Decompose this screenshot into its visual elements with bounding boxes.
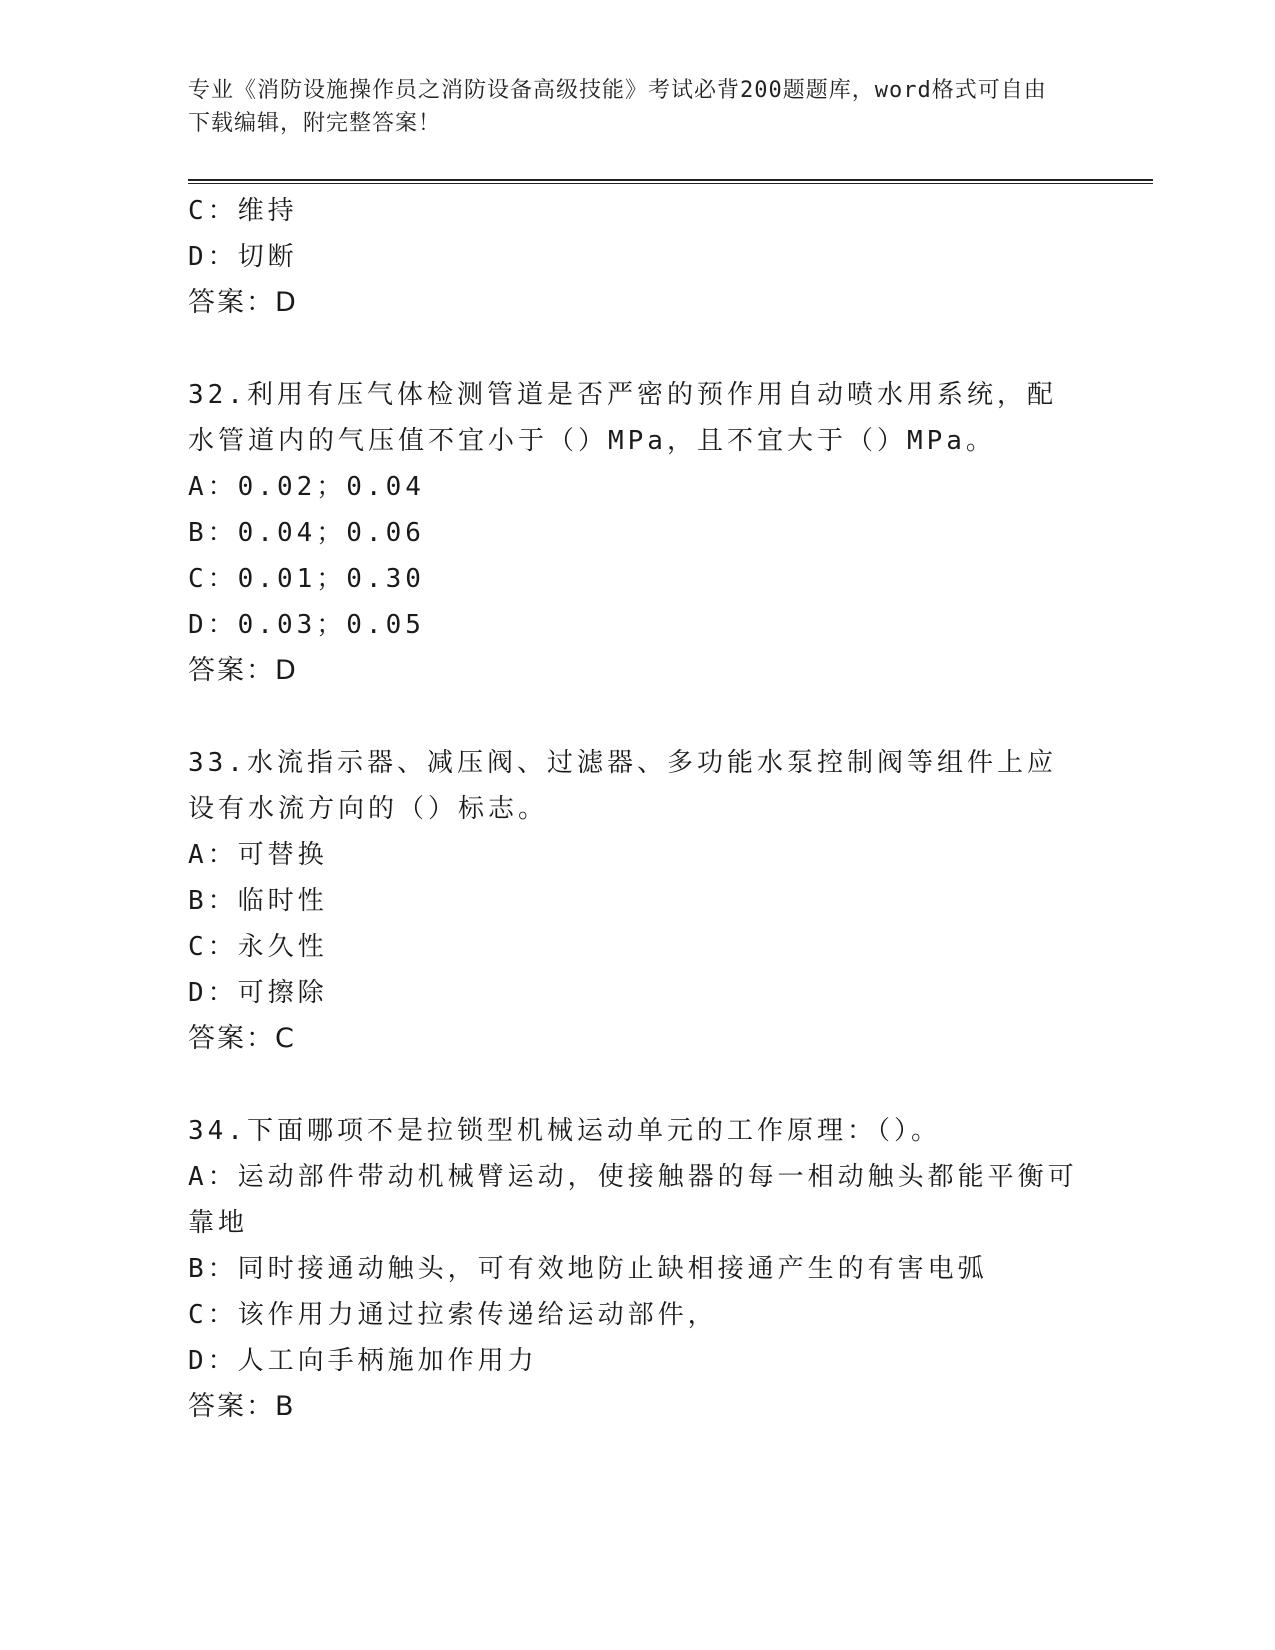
option-a: A：可替换 xyxy=(188,840,328,870)
option-b: B：同时接通动触头，可有效地防止缺相接通产生的有害电弧 xyxy=(188,1254,988,1284)
spacer xyxy=(188,1062,1078,1108)
question-33 xyxy=(188,740,1078,1062)
header-divider-thin xyxy=(188,183,1153,184)
option-b: B：0.04；0.06 xyxy=(188,518,425,548)
header-divider-thick xyxy=(188,179,1153,181)
option-d: D：可擦除 xyxy=(188,978,328,1008)
option-c: C：该作用力通过拉索传递给运动部件， xyxy=(188,1300,718,1330)
question-34 xyxy=(188,1108,1078,1430)
question-stem: 32.利用有压气体检测管道是否严密的预作用自动喷水用系统，配水管道内的气压值不宜小于（）MPa，且不宜大于（）MPa。 xyxy=(188,380,1057,456)
question-32 xyxy=(188,372,1078,694)
option-c: C：永久性 xyxy=(188,932,328,962)
spacer xyxy=(188,694,1078,740)
question-stem: 34.下面哪项不是拉锁型机械运动单元的工作原理：（）。 xyxy=(188,1116,941,1146)
answer-line: 答案：C xyxy=(188,1023,296,1054)
question-31-tail xyxy=(188,188,1078,326)
question-stem: 33.水流指示器、减压阀、过滤器、多功能水泵控制阀等组件上应设有水流方向的（）标志。 xyxy=(188,748,1057,824)
option-b: B：临时性 xyxy=(188,886,328,916)
option-d: D：0.03；0.05 xyxy=(188,610,425,640)
answer-line: 答案：D xyxy=(188,287,298,318)
option-c: C：0.01；0.30 xyxy=(188,564,425,594)
option-d: D：人工向手柄施加作用力 xyxy=(188,1346,538,1376)
answer-line: 答案：D xyxy=(188,655,298,686)
option-d: D：切断 xyxy=(188,242,298,272)
option-c: C：维持 xyxy=(188,196,298,226)
spacer xyxy=(188,326,1078,372)
question-list xyxy=(188,188,1078,1430)
option-a: A：0.02；0.04 xyxy=(188,472,425,502)
answer-line: 答案：B xyxy=(188,1391,296,1422)
page-header: 专业《消防设施操作员之消防设备高级技能》考试必背200题题库，word格式可自由下载编辑，附完整答案！ xyxy=(188,78,1047,136)
option-a: A：运动部件带动机械臂运动，使接触器的每一相动触头都能平衡可靠地 xyxy=(188,1162,1078,1238)
